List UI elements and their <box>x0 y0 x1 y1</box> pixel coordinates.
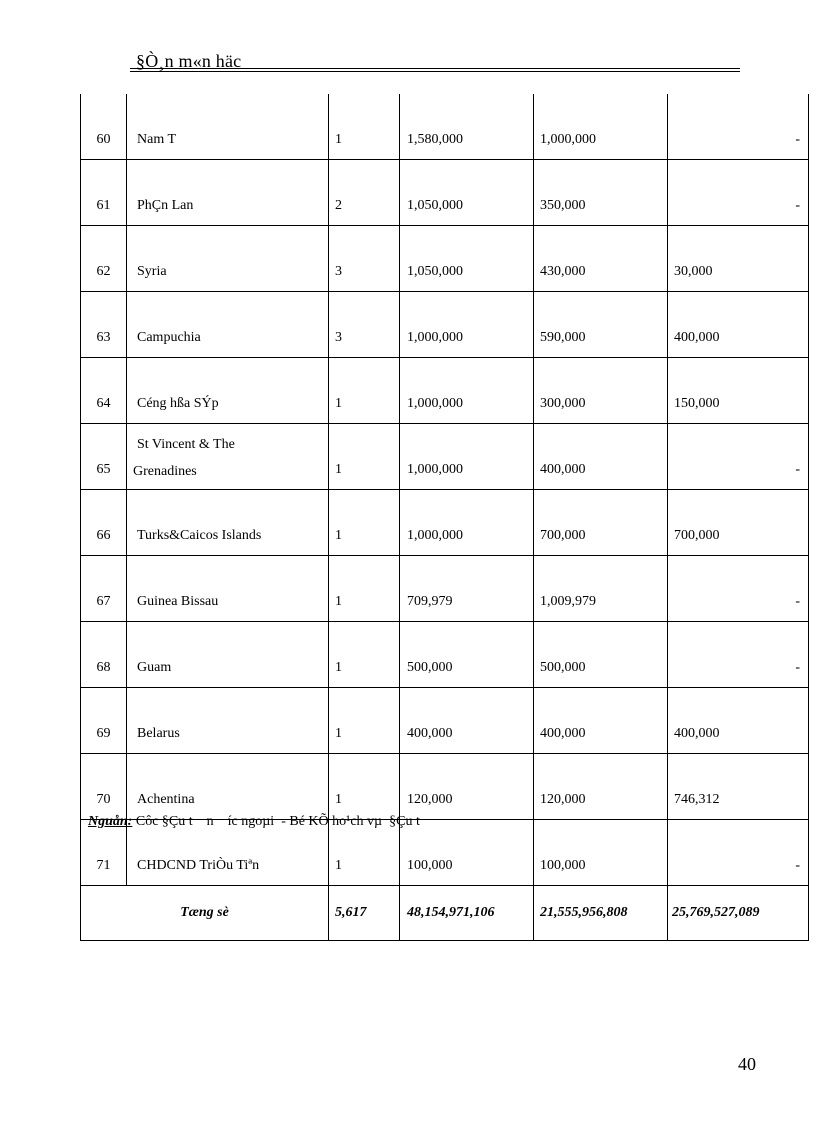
row-number: 62 <box>81 226 127 292</box>
implemented-capital: 746,312 <box>668 754 809 820</box>
table-row <box>81 556 809 622</box>
implemented-capital: - <box>668 424 809 490</box>
total-implemented-capital: 25,769,527,089 <box>668 886 809 941</box>
legal-capital: 1,009,979 <box>534 556 668 622</box>
country-name: PhÇn Lan <box>127 160 329 226</box>
legal-capital: 400,000 <box>534 688 668 754</box>
project-count: 2 <box>329 160 400 226</box>
implemented-capital: 700,000 <box>668 490 809 556</box>
source-note <box>88 814 420 830</box>
country-name: Guam <box>127 622 329 688</box>
registered-capital: 1,000,000 <box>400 424 534 490</box>
row-number: 69 <box>81 688 127 754</box>
implemented-capital: - <box>668 94 809 160</box>
table-row <box>81 292 809 358</box>
header-title: §Ò¸n m«n häc <box>136 51 242 71</box>
implemented-capital: 150,000 <box>668 358 809 424</box>
country-name: Belarus <box>127 688 329 754</box>
country-name: Guinea Bissau <box>127 556 329 622</box>
legal-capital: 300,000 <box>534 358 668 424</box>
registered-capital: 500,000 <box>400 622 534 688</box>
registered-capital: 1,000,000 <box>400 490 534 556</box>
implemented-capital: - <box>668 820 809 886</box>
country-name: Turks&Caicos Islands <box>127 490 329 556</box>
country-name: Achentina <box>127 754 329 820</box>
implemented-capital: - <box>668 160 809 226</box>
country-name: Syria <box>127 226 329 292</box>
registered-capital: 400,000 <box>400 688 534 754</box>
total-registered-capital: 48,154,971,106 <box>400 886 534 941</box>
country-name: CHDCND TriÒu Tiªn <box>127 820 329 886</box>
table-row <box>81 424 809 490</box>
project-count: 3 <box>329 292 400 358</box>
header-rule-bottom <box>130 71 740 72</box>
implemented-capital: - <box>668 556 809 622</box>
table-row <box>81 94 809 160</box>
registered-capital: 1,580,000 <box>400 94 534 160</box>
registered-capital: 1,000,000 <box>400 358 534 424</box>
total-row <box>81 886 809 941</box>
row-number: 71 <box>81 820 127 886</box>
project-count: 1 <box>329 622 400 688</box>
table-row <box>81 622 809 688</box>
registered-capital: 709,979 <box>400 556 534 622</box>
project-count: 1 <box>329 490 400 556</box>
table-row <box>81 688 809 754</box>
implemented-capital: 400,000 <box>668 688 809 754</box>
registered-capital: 1,000,000 <box>400 292 534 358</box>
table-row <box>81 160 809 226</box>
row-number: 65 <box>81 424 127 490</box>
project-count: 1 <box>329 820 400 886</box>
row-number: 67 <box>81 556 127 622</box>
page-number: 40 <box>738 1054 756 1074</box>
row-number: 64 <box>81 358 127 424</box>
country-name-line-1: St Vincent & The <box>137 437 235 452</box>
source-label: Nguån: <box>88 814 133 829</box>
country-name: Céng hßa SÝp <box>127 358 329 424</box>
legal-capital: 500,000 <box>534 622 668 688</box>
legal-capital: 100,000 <box>534 820 668 886</box>
legal-capital: 400,000 <box>534 424 668 490</box>
project-count: 1 <box>329 424 400 490</box>
registered-capital: 100,000 <box>400 820 534 886</box>
legal-capital: 120,000 <box>534 754 668 820</box>
implemented-capital: 400,000 <box>668 292 809 358</box>
source-text: Côc §Çu t n íc ngoµi - Bé KÕ ho¹ch vµ §Çu t <box>132 814 420 829</box>
row-number: 61 <box>81 160 127 226</box>
total-project-count: 5,617 <box>329 886 400 941</box>
row-number: 63 <box>81 292 127 358</box>
implemented-capital: 30,000 <box>668 226 809 292</box>
project-count: 3 <box>329 226 400 292</box>
header-rule-top <box>130 68 740 69</box>
registered-capital: 120,000 <box>400 754 534 820</box>
legal-capital: 1,000,000 <box>534 94 668 160</box>
project-count: 1 <box>329 754 400 820</box>
total-legal-capital: 21,555,956,808 <box>534 886 668 941</box>
project-count: 1 <box>329 94 400 160</box>
table-row <box>81 490 809 556</box>
country-name-line-2: Grenadines <box>133 464 197 479</box>
legal-capital: 430,000 <box>534 226 668 292</box>
table-row <box>81 358 809 424</box>
country-name <box>127 424 329 490</box>
row-number: 68 <box>81 622 127 688</box>
project-count: 1 <box>329 358 400 424</box>
registered-capital: 1,050,000 <box>400 160 534 226</box>
row-number: 70 <box>81 754 127 820</box>
row-number: 60 <box>81 94 127 160</box>
project-count: 1 <box>329 688 400 754</box>
total-label: Tæng sè <box>81 886 329 941</box>
table-row <box>81 226 809 292</box>
implemented-capital: - <box>668 622 809 688</box>
country-name: Campuchia <box>127 292 329 358</box>
legal-capital: 700,000 <box>534 490 668 556</box>
row-number: 66 <box>81 490 127 556</box>
table-row <box>81 754 809 820</box>
legal-capital: 590,000 <box>534 292 668 358</box>
project-count: 1 <box>329 556 400 622</box>
country-name: Nam T <box>127 94 329 160</box>
legal-capital: 350,000 <box>534 160 668 226</box>
registered-capital: 1,050,000 <box>400 226 534 292</box>
